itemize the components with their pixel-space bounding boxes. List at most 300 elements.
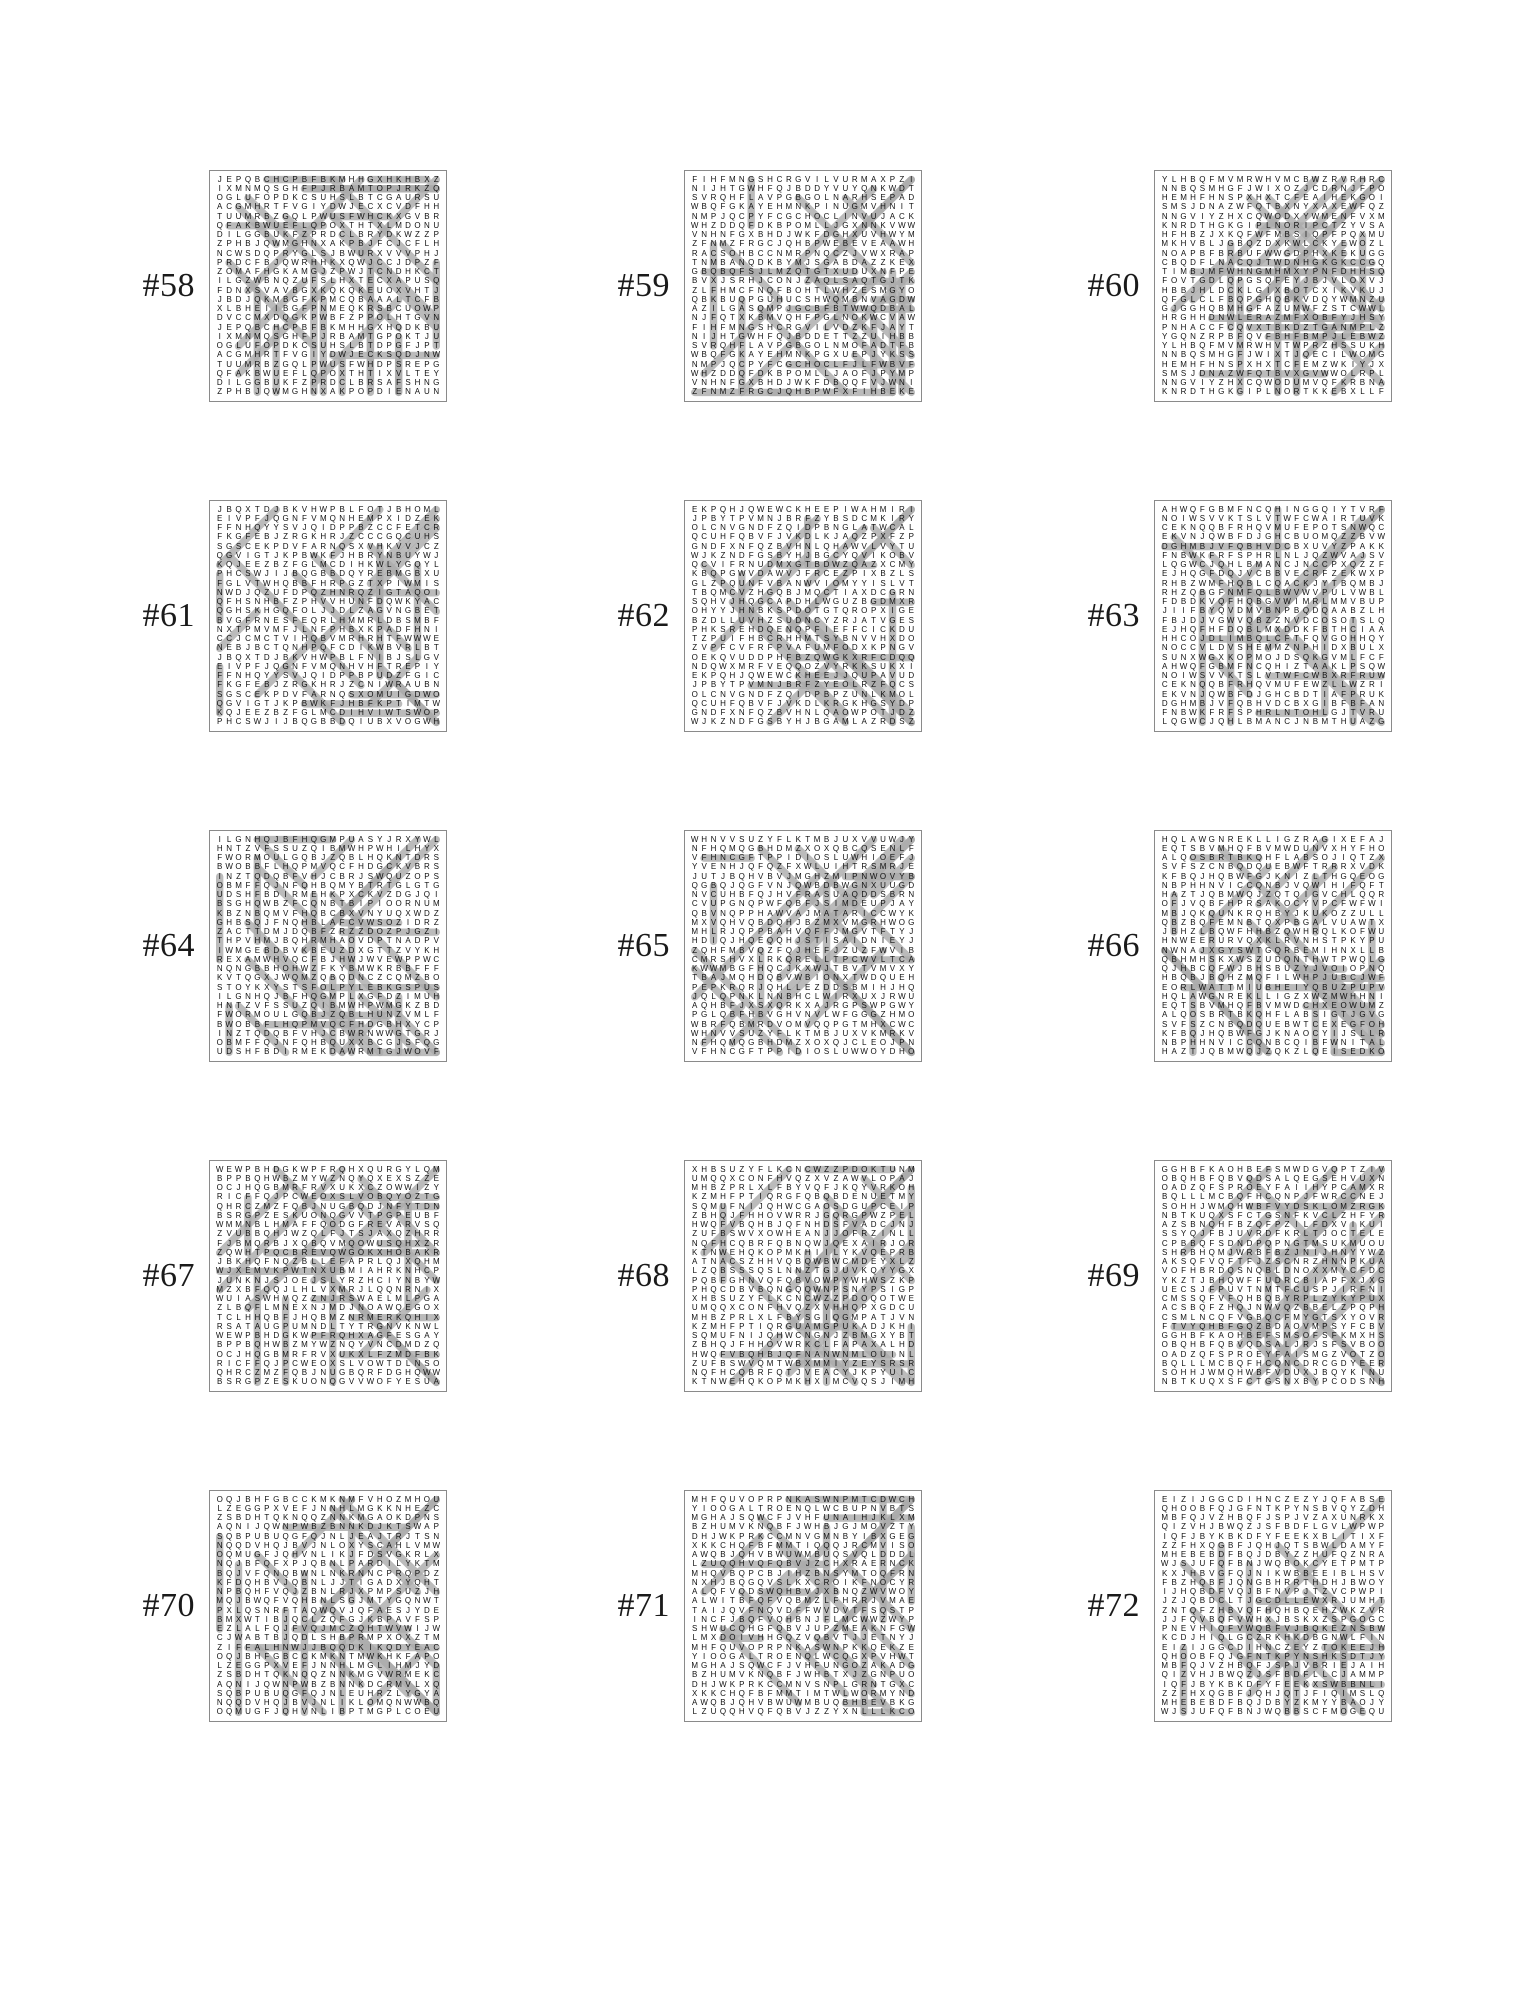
letter-cell: E — [1162, 532, 1168, 542]
letter-cell: Y — [358, 569, 364, 579]
letter-cell: F — [283, 587, 289, 597]
letter-cell: H — [1274, 661, 1281, 671]
puzzle-number-label: #62 — [617, 597, 670, 634]
letter-cell: K — [1359, 285, 1366, 295]
letter-cell: F — [1303, 862, 1309, 872]
letter-cell: F — [842, 359, 848, 369]
letter-cell: S — [870, 193, 877, 203]
letter-cell: H — [1218, 183, 1225, 193]
letter-cell: H — [414, 843, 421, 853]
letter-cell: Q — [1349, 560, 1357, 570]
letter-cell: X — [358, 541, 364, 551]
letter-cell: K — [1237, 908, 1243, 918]
letter-cell: B — [1284, 294, 1290, 304]
letter-cell: N — [795, 350, 802, 360]
letter-cell: R — [720, 927, 726, 937]
letter-cell: U — [414, 276, 421, 286]
letter-cell: K — [880, 550, 886, 560]
letter-cell: N — [245, 991, 251, 1001]
letter-cell: V — [1340, 174, 1347, 184]
letter-cell: I — [1333, 350, 1336, 360]
letter-cell: N — [1284, 550, 1290, 560]
letter-cell: Q — [729, 1019, 736, 1029]
letter-cell: D — [1293, 322, 1300, 332]
letter-cell: F — [1218, 294, 1224, 304]
letter-cell: N — [282, 917, 289, 927]
letter-cell: X — [1350, 862, 1356, 872]
puzzle-number-label: #59 — [617, 267, 670, 304]
letter-cell: B — [701, 1019, 707, 1029]
letter-cell: I — [900, 945, 903, 955]
letter-cell: F — [1218, 964, 1224, 974]
letter-cell: Q — [795, 267, 802, 277]
letter-cell: A — [386, 294, 392, 304]
letter-cell: B — [226, 908, 232, 918]
letter-cell: B — [282, 652, 289, 662]
letter-cell: A — [729, 257, 736, 267]
letter-cell: Z — [424, 927, 430, 937]
letter-cell: R — [842, 615, 849, 625]
puzzle-grid[interactable] — [684, 170, 922, 402]
letter-cell: F — [1237, 504, 1243, 514]
letter-cell: A — [1162, 853, 1168, 863]
letter-cell: Z — [701, 615, 707, 625]
letter-cell: Q — [691, 880, 698, 890]
letter-cell: B — [292, 717, 298, 727]
letter-cell: Q — [1199, 174, 1206, 184]
letter-cell: M — [301, 973, 308, 983]
letter-cell: D — [263, 1028, 270, 1038]
letter-cell: H — [880, 202, 886, 212]
letter-cell: E — [358, 350, 364, 360]
letter-cell: B — [377, 717, 383, 727]
letter-cell: I — [1295, 871, 1298, 881]
letter-cell: M — [813, 908, 821, 918]
puzzle-grid[interactable] — [209, 830, 447, 1062]
letter-cell: U — [842, 202, 849, 212]
letter-cell: F — [377, 239, 383, 249]
letter-cell: H — [235, 387, 242, 397]
letter-cell: O — [1284, 387, 1291, 397]
letter-cell: A — [842, 936, 849, 946]
letter-cell: K — [1312, 387, 1319, 397]
letter-cell: H — [1246, 643, 1253, 653]
letter-cell: X — [377, 174, 383, 184]
letter-cell: H — [729, 341, 736, 351]
letter-cell: W — [756, 504, 765, 514]
puzzle-grid[interactable] — [684, 500, 922, 732]
letter-cell: P — [1369, 936, 1375, 946]
letter-cell: C — [1350, 624, 1356, 634]
letter-cell: F — [273, 917, 279, 927]
puzzle-number-label: #65 — [617, 927, 670, 964]
letter-cell: F — [1209, 174, 1215, 184]
letter-cell: D — [1218, 569, 1225, 579]
letter-cell: H — [767, 378, 773, 388]
letter-cell: Q — [701, 991, 708, 1001]
letter-cell: G — [226, 578, 233, 588]
letter-cell: N — [691, 313, 698, 323]
letter-cell: O — [879, 1038, 887, 1048]
letter-cell: P — [367, 313, 374, 323]
letter-cell: P — [739, 680, 745, 690]
letter-cell: Q — [1302, 652, 1310, 662]
letter-cell: X — [1275, 917, 1281, 927]
letter-cell: C — [235, 717, 242, 727]
puzzle-grid[interactable] — [1154, 500, 1392, 732]
letter-cell: H — [254, 202, 261, 212]
letter-cell: V — [861, 927, 867, 937]
letter-cell: B — [757, 313, 764, 323]
letter-cell: L — [814, 698, 820, 708]
letter-cell: G — [235, 350, 242, 360]
letter-cell: N — [216, 587, 223, 597]
letter-cell: T — [814, 634, 820, 644]
letter-cell: B — [852, 982, 858, 992]
letter-cell: P — [245, 624, 251, 634]
puzzle-grid[interactable] — [209, 170, 447, 402]
letter-cell: D — [870, 890, 877, 900]
letter-cell: N — [804, 708, 811, 718]
letter-cell: D — [235, 294, 242, 304]
letter-cell: K — [795, 964, 801, 974]
letter-cell: F — [1322, 569, 1328, 579]
letter-cell: Q — [1359, 890, 1366, 900]
letter-cell: Z — [767, 945, 773, 955]
letter-cell: J — [833, 532, 838, 542]
letter-cell: P — [386, 341, 392, 351]
letter-cell: T — [1294, 708, 1299, 718]
letter-cell: T — [1275, 513, 1281, 523]
letter-cell: N — [226, 1028, 232, 1038]
letter-cell: H — [358, 843, 364, 853]
letter-cell: V — [701, 890, 707, 900]
letter-cell: C — [339, 378, 345, 388]
letter-cell: G — [823, 606, 830, 616]
letter-cell: O — [367, 504, 374, 514]
letter-cell: F — [720, 1019, 726, 1029]
letter-cell: Z — [908, 717, 914, 727]
letter-cell: H — [795, 634, 802, 644]
letter-cell: N — [908, 890, 915, 900]
letter-cell: L — [1171, 853, 1177, 863]
letter-cell: K — [320, 285, 326, 295]
letter-cell: S — [1199, 853, 1206, 863]
letter-cell: N — [1218, 359, 1225, 369]
letter-cell: F — [814, 230, 820, 240]
letter-cell: P — [757, 899, 764, 909]
letter-cell: S — [739, 834, 745, 844]
letter-cell: B — [739, 1019, 745, 1029]
letter-cell: V — [1275, 597, 1281, 607]
letter-cell: U — [367, 717, 374, 727]
letter-cell: G — [842, 1001, 849, 1011]
letter-cell: R — [1331, 174, 1338, 184]
letter-cell: Q — [1208, 523, 1215, 533]
letter-cell: C — [1284, 359, 1290, 369]
letter-cell: T — [405, 853, 411, 863]
letter-cell: P — [1350, 661, 1356, 671]
letter-cell: K — [1350, 936, 1356, 946]
letter-cell: C — [701, 532, 707, 542]
letter-cell: F — [226, 220, 232, 230]
letter-cell: X — [1369, 211, 1375, 221]
letter-cell: F — [1331, 267, 1337, 277]
letter-cell: V — [1218, 541, 1224, 551]
letter-cell: T — [367, 880, 373, 890]
letter-cell: F — [311, 174, 317, 184]
letter-cell: H — [292, 964, 298, 974]
letter-cell: C — [1350, 257, 1356, 267]
letter-cell: Z — [1218, 211, 1224, 221]
letter-cell: V — [1218, 671, 1224, 681]
letter-cell: V — [710, 917, 717, 927]
letter-cell: H — [691, 936, 698, 946]
letter-cell: F — [1237, 183, 1243, 193]
letter-cell: V — [1209, 513, 1215, 523]
letter-cell: C — [386, 239, 393, 249]
puzzle-grid[interactable] — [1154, 830, 1392, 1062]
letter-cell: G — [748, 322, 755, 332]
letter-cell: Q — [1349, 871, 1357, 881]
letter-cell: G — [404, 560, 412, 570]
letter-cell: V — [748, 680, 754, 690]
letter-cell: H — [880, 230, 886, 240]
letter-cell: S — [1322, 936, 1328, 946]
letter-cell: H — [701, 927, 707, 937]
letter-cell: G — [757, 717, 764, 727]
letter-cell: Q — [785, 661, 792, 671]
letter-cell: E — [776, 661, 783, 671]
letter-cell: X — [889, 634, 896, 644]
letter-cell: H — [1312, 954, 1319, 964]
letter-cell: K — [358, 285, 364, 295]
letter-cell: W — [366, 964, 375, 974]
letter-cell: N — [691, 890, 698, 900]
letter-cell: A — [861, 615, 867, 625]
letter-cell: P — [414, 982, 421, 992]
letter-cell: W — [690, 220, 699, 230]
letter-cell: L — [1275, 708, 1280, 718]
letter-cell: H — [776, 202, 783, 212]
letter-cell: Q — [748, 671, 755, 681]
letter-cell: F — [292, 230, 298, 240]
letter-cell: M — [1208, 183, 1216, 193]
letter-cell: H — [273, 578, 280, 588]
letter-cell: I — [834, 899, 838, 909]
letter-cell: J — [236, 560, 241, 570]
letter-cell: N — [785, 624, 792, 634]
letter-cell: Q — [748, 504, 755, 514]
letter-cell: N — [898, 378, 905, 388]
letter-cell: C — [880, 624, 886, 634]
letter-cell: W — [822, 294, 831, 304]
letter-cell: F — [1228, 523, 1234, 533]
letter-cell: R — [405, 899, 411, 909]
letter-cell: M — [1217, 174, 1225, 184]
letter-cell: H — [795, 550, 802, 560]
letter-cell: S — [748, 304, 754, 314]
letter-cell: T — [833, 587, 839, 597]
letter-cell: W — [347, 1047, 356, 1057]
letter-cell: M — [757, 513, 764, 523]
letter-cell: F — [1209, 341, 1215, 351]
letter-cell: M — [414, 991, 421, 1001]
letter-cell: M — [842, 341, 849, 351]
letter-cell: Q — [1161, 964, 1168, 974]
letter-cell: B — [842, 964, 849, 974]
letter-cell: T — [1303, 387, 1309, 397]
letter-cell: H — [226, 917, 232, 927]
letter-cell: V — [899, 359, 905, 369]
letter-cell: T — [1312, 689, 1318, 699]
letter-cell: S — [1237, 550, 1243, 560]
letter-cell: D — [701, 661, 707, 671]
letter-cell: K — [1350, 248, 1356, 258]
letter-cell: I — [1286, 504, 1289, 514]
letter-cell: G — [310, 717, 317, 727]
letter-cell: Q — [386, 871, 393, 881]
letter-cell: K — [861, 313, 867, 323]
letter-cell: N — [1274, 717, 1281, 727]
letter-cell: W — [1255, 230, 1263, 240]
letter-cell: E — [1256, 643, 1262, 653]
letter-cell: X — [748, 954, 754, 964]
letter-cell: S — [1246, 954, 1253, 964]
letter-cell: C — [1265, 578, 1272, 588]
letter-cell: C — [880, 313, 886, 323]
letter-cell: D — [757, 652, 764, 662]
letter-cell: W — [366, 954, 375, 964]
letter-cell: F — [1247, 368, 1252, 378]
letter-cell: F — [292, 708, 298, 718]
letter-cell: N — [861, 871, 868, 881]
letter-cell: N — [1303, 936, 1309, 946]
letter-cell: F — [1199, 257, 1205, 267]
letter-cell: T — [433, 341, 439, 351]
letter-cell: Q — [357, 587, 365, 597]
letter-cell: J — [217, 174, 222, 184]
letter-cell: I — [218, 1028, 221, 1038]
letter-cell: V — [320, 597, 326, 607]
letter-cell: X — [339, 220, 345, 230]
letter-cell: B — [833, 880, 839, 890]
puzzle-grid[interactable] — [1154, 170, 1392, 402]
letter-cell: U — [273, 220, 280, 230]
letter-cell: N — [833, 523, 839, 533]
letter-cell: T — [433, 606, 439, 616]
puzzle-grid[interactable] — [209, 500, 447, 732]
letter-cell: A — [861, 560, 867, 570]
letter-cell: T — [692, 634, 698, 644]
letter-cell: Q — [776, 587, 783, 597]
letter-cell: Q — [1378, 615, 1385, 625]
letter-cell: P — [367, 387, 374, 397]
letter-cell: R — [367, 304, 374, 314]
letter-cell: P — [720, 899, 726, 909]
letter-cell: P — [424, 871, 430, 881]
letter-cell: Q — [766, 973, 774, 983]
puzzle-grid[interactable] — [684, 830, 922, 1062]
letter-cell: U — [273, 587, 280, 597]
letter-cell: Y — [861, 578, 867, 588]
letter-cell: L — [814, 368, 820, 378]
letter-cell: U — [729, 294, 736, 304]
letter-cell: G — [729, 899, 736, 909]
letter-cell: Z — [1331, 569, 1337, 579]
letter-cell: U — [329, 211, 336, 221]
letter-cell: R — [1312, 569, 1319, 579]
letter-cell: J — [1313, 578, 1318, 588]
letter-cell: Q — [1199, 680, 1206, 690]
letter-cell: K — [1227, 671, 1234, 681]
letter-cell: I — [1173, 606, 1176, 616]
letter-cell: M — [794, 1019, 802, 1029]
letter-cell: G — [748, 880, 755, 890]
letter-cell: N — [339, 513, 345, 523]
letter-cell: H — [1171, 504, 1177, 514]
letter-cell: S — [1340, 341, 1347, 351]
letter-cell: H — [367, 211, 374, 221]
letter-cell: T — [805, 560, 811, 570]
letter-cell: X — [395, 285, 402, 295]
letter-cell: C — [729, 853, 736, 863]
letter-cell: P — [386, 331, 392, 341]
letter-cell: N — [226, 871, 232, 881]
letter-cell: X — [358, 689, 364, 699]
letter-cell: H — [908, 973, 915, 983]
letter-cell: A — [795, 908, 801, 918]
letter-grid — [1155, 831, 1391, 1061]
letter-cell: L — [1360, 945, 1365, 955]
letter-cell: P — [311, 378, 317, 388]
letter-cell: I — [322, 671, 325, 681]
letter-cell: O — [367, 689, 374, 699]
letter-cell: H — [1161, 313, 1168, 323]
letter-cell: G — [889, 285, 896, 295]
letter-cell: G — [1368, 248, 1375, 258]
letter-cell: I — [1201, 378, 1204, 388]
letter-cell: H — [1161, 936, 1168, 946]
letter-cell: Q — [301, 927, 308, 937]
letter-cell: D — [386, 230, 393, 240]
letter-cell: M — [860, 982, 868, 992]
letter-cell: Q — [216, 597, 223, 607]
letter-cell: K — [301, 313, 308, 323]
letter-cell: A — [814, 1001, 820, 1011]
letter-cell: Q — [433, 276, 440, 286]
letter-cell: H — [301, 643, 308, 653]
letter-cell: B — [1190, 174, 1196, 184]
letter-cell: P — [710, 504, 717, 514]
letter-cell: C — [226, 634, 232, 644]
letter-cell: E — [1162, 843, 1168, 853]
letter-cell: P — [311, 230, 317, 240]
letter-cell: I — [703, 183, 706, 193]
letter-cell: Z — [777, 523, 782, 533]
letter-cell: B — [776, 973, 783, 983]
letter-cell: G — [226, 541, 233, 551]
letter-cell: F — [852, 624, 858, 634]
letter-cell: W — [888, 917, 897, 927]
letter-cell: W — [1273, 248, 1282, 258]
letter-cell: Q — [832, 843, 840, 853]
letter-cell: B — [814, 880, 820, 890]
letter-cell: V — [1227, 341, 1234, 351]
letter-cell: W — [310, 698, 318, 708]
letter-cell: X — [358, 945, 364, 955]
letter-cell: M — [729, 322, 736, 332]
